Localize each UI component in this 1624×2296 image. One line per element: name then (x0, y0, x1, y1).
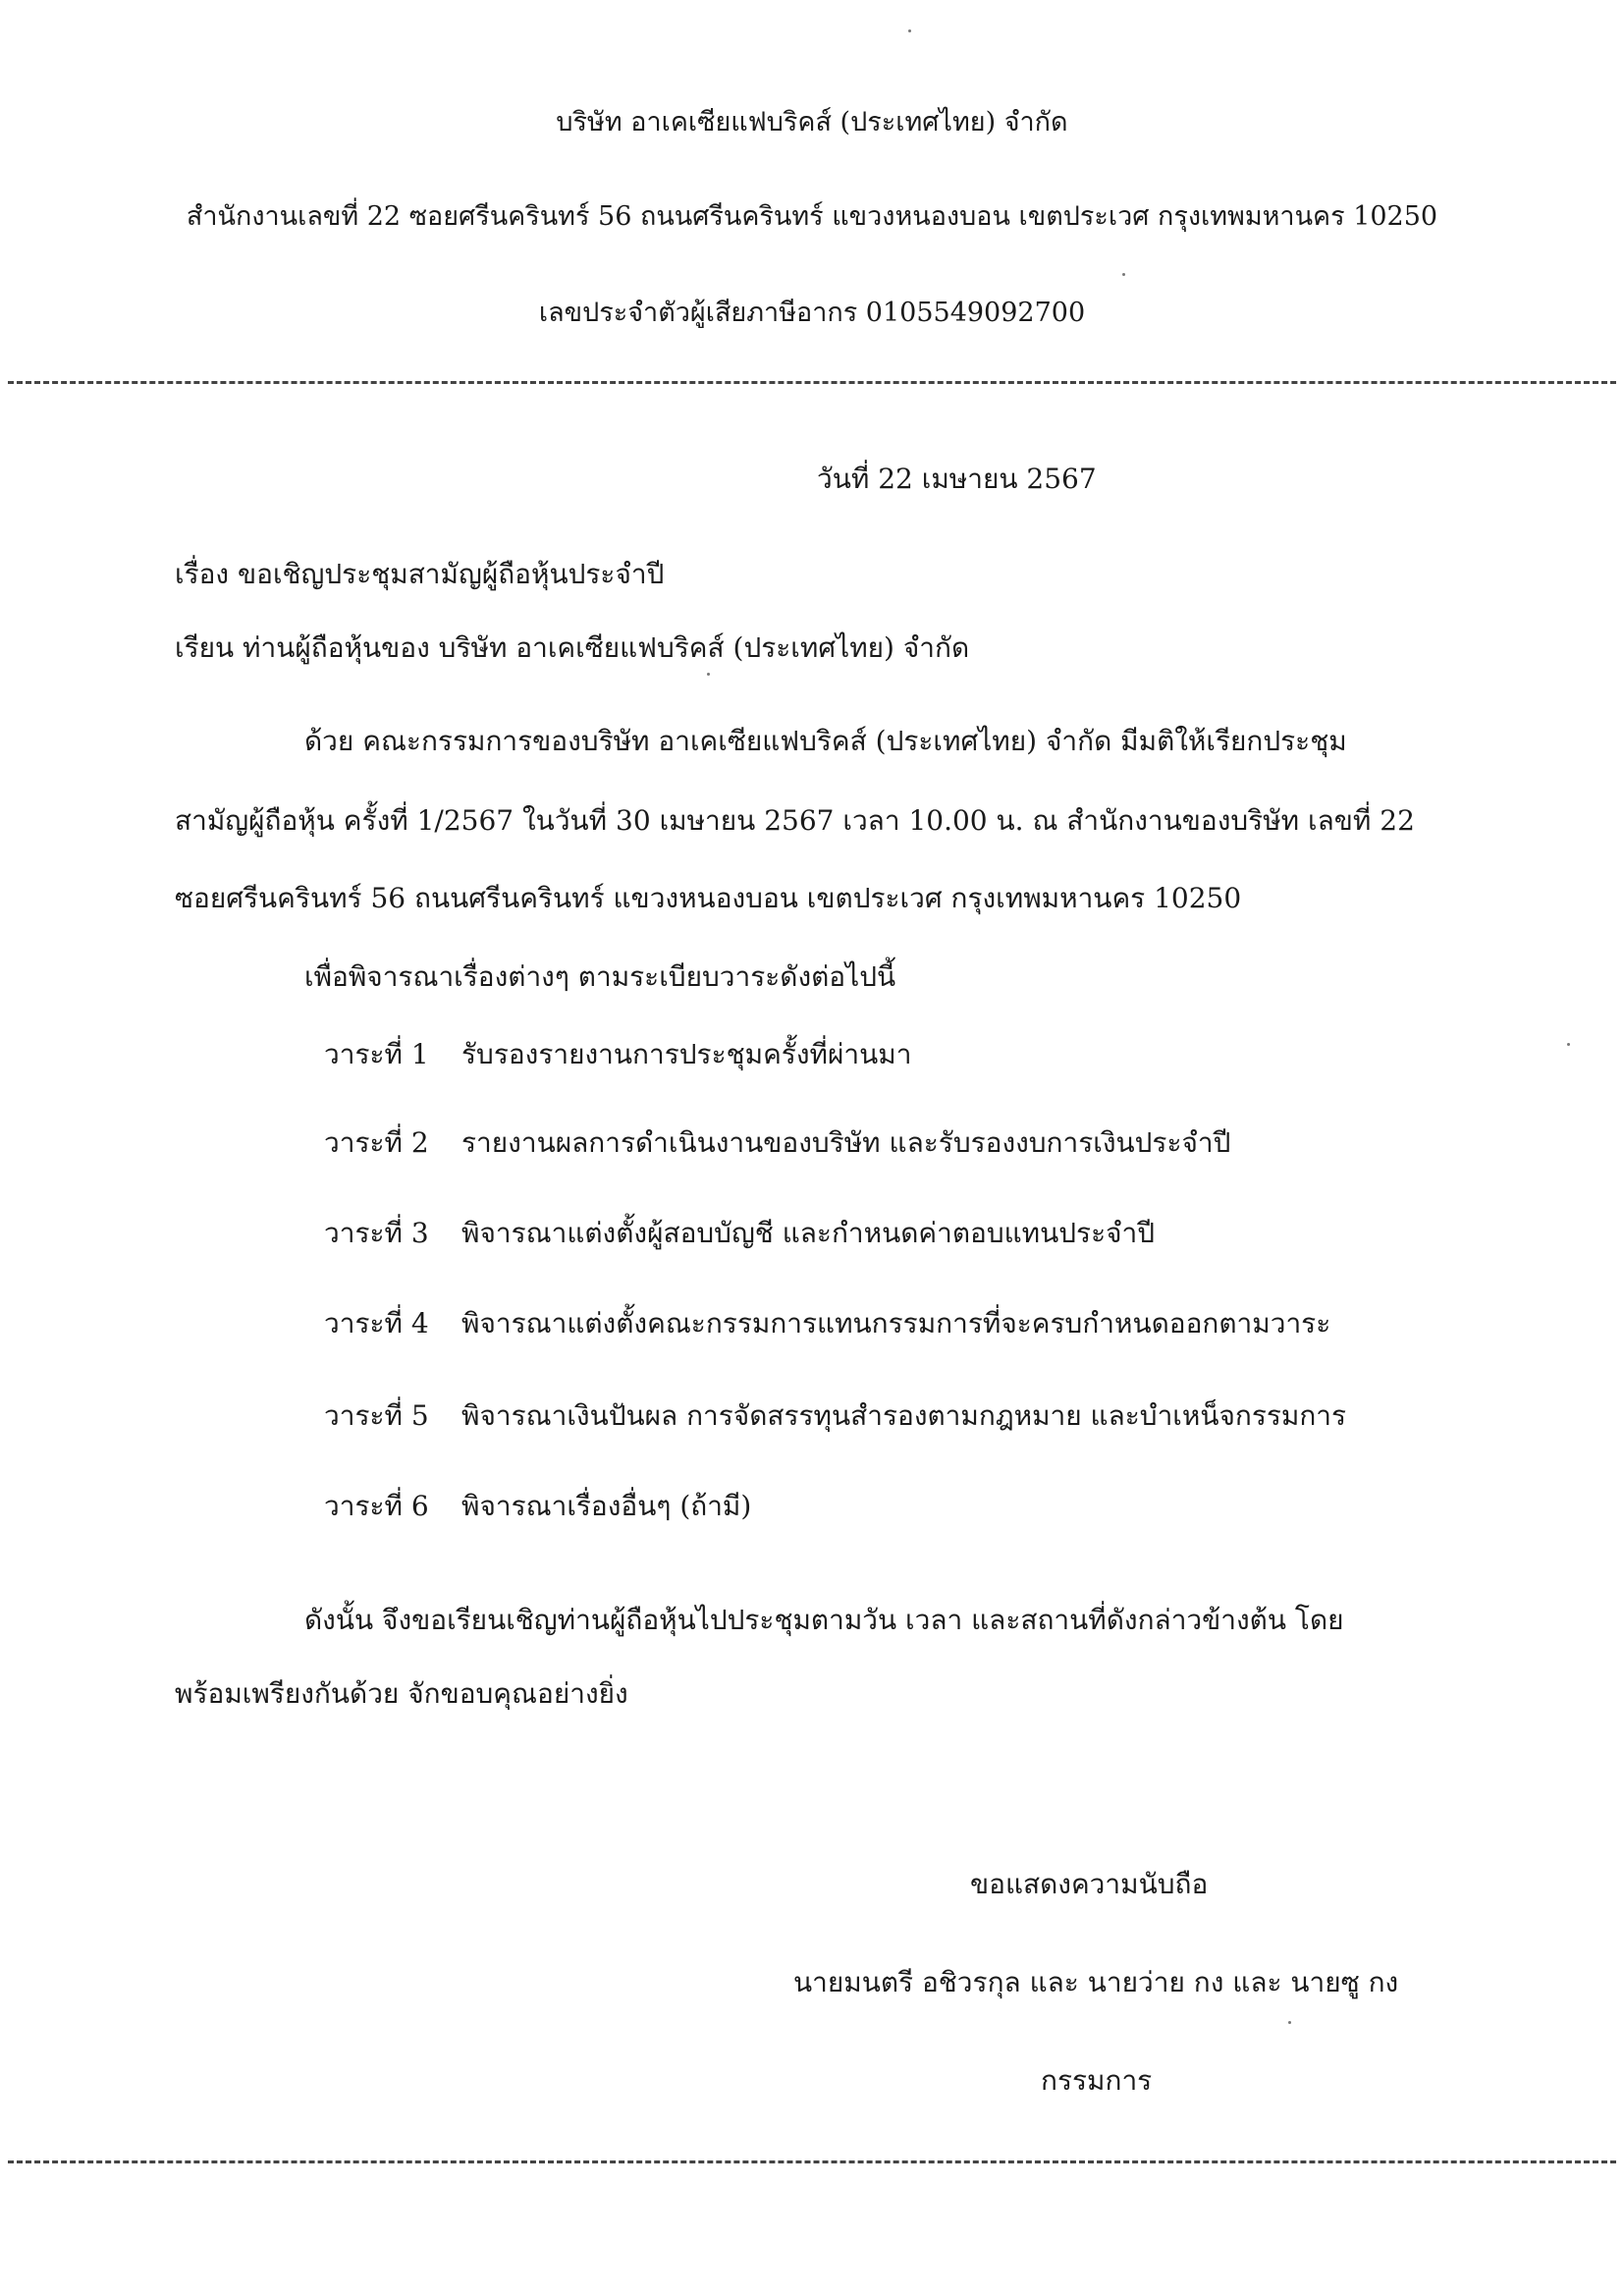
scan-speck (1288, 2021, 1291, 2024)
company-address: สำนักงานเลขที่ 22 ซอยศรีนครินทร์ 56 ถนนศรีนครินทร์ แขวงหนองบอน เขตประเวศ กรุงเทพมหานคร 10250 (186, 201, 1438, 232)
agenda-number: วาระที่ 6 (324, 1490, 429, 1522)
closing-line-1: ดังนั้น จึงขอเรียนเชิญท่านผู้ถือหุ้นไปประชุมตามวัน เวลา และสถานที่ดังกล่าวข้างต้น โดย (304, 1604, 1344, 1636)
regards: ขอแสดงความนับถือ (970, 1868, 1209, 1900)
bottom-divider (8, 2160, 1616, 2163)
letter-recipient: เรียน ท่านผู้ถือหุ้นของ บริษัท อาเคเซียแฟบริคส์ (ประเทศไทย) จำกัด (175, 631, 970, 664)
scan-speck (1567, 1043, 1570, 1046)
agenda-item (0, 1121, 1624, 1159)
letter-subject: เรื่อง ขอเชิญประชุมสามัญผู้ถือหุ้นประจำปี (175, 558, 665, 590)
scan-speck (908, 29, 911, 32)
agenda-item (0, 1212, 1624, 1249)
agenda-item (0, 1394, 1624, 1432)
agenda-text: รายงานผลการดำเนินงานของบริษัท และรับรองงบการเงินประจำปี (461, 1126, 1231, 1159)
closing-line-2: พร้อมเพรียงกันด้วย จักขอบคุณอย่างยิ่ง (175, 1677, 628, 1710)
top-divider (8, 381, 1616, 384)
signatory-title: กรรมการ (1041, 2064, 1153, 2097)
company-name: บริษัท อาเคเซียแฟบริคส์ (ประเทศไทย) จำกัด (556, 107, 1068, 137)
body-line-3: ซอยศรีนครินทร์ 56 ถนนศรีนครินทร์ แขวงหนองบอน เขตประเวศ กรุงเทพมหานคร 10250 (175, 882, 1242, 914)
agenda-item (0, 1485, 1624, 1522)
scan-speck (707, 673, 710, 676)
agenda-number: วาระที่ 1 (324, 1038, 429, 1070)
agenda-text: พิจารณาเรื่องอื่นๆ (ถ้ามี) (461, 1490, 752, 1522)
agenda-text: พิจารณาแต่งตั้งผู้สอบบัญชี และกำหนดค่าตอบแทนประจำปี (461, 1217, 1156, 1249)
tax-id: เลขประจำตัวผู้เสียภาษีอากร 0105549092700 (538, 298, 1086, 328)
agenda-text: พิจารณาแต่งตั้งคณะกรรมการแทนกรรมการที่จะครบกำหนดออกตามวาระ (461, 1307, 1331, 1339)
agenda-item (0, 1302, 1624, 1339)
letter-date: วันที่ 22 เมษายน 2567 (817, 463, 1097, 495)
agenda-text: รับรองรายงานการประชุมครั้งที่ผ่านมา (461, 1038, 912, 1070)
body-line-2: สามัญผู้ถือหุ้น ครั้งที่ 1/2567 ในวันที่ 30 เมษายน 2567 เวลา 10.00 น. ณ สำนักงานของบริษัท เลขที่ 22 (175, 804, 1415, 837)
agenda-text: พิจารณาเงินปันผล การจัดสรรทุนสำรองตามกฎหมาย และบำเหน็จกรรมการ (461, 1399, 1347, 1432)
agenda-number: วาระที่ 4 (324, 1307, 429, 1339)
agenda-number: วาระที่ 3 (324, 1217, 429, 1249)
agenda-number: วาระที่ 2 (324, 1126, 429, 1159)
signatory-names: นายมนตรี อชิวรกุล และ นายว่าย กง และ นายซู กง (793, 1966, 1399, 1998)
scan-speck (1122, 273, 1125, 276)
agenda-intro: เพื่อพิจารณาเรื่องต่างๆ ตามระเบียบวาระดังต่อไปนี้ (304, 960, 896, 993)
agenda-item (0, 1033, 1624, 1070)
body-line-1: ด้วย คณะกรรมการของบริษัท อาเคเซียแฟบริคส์ (ประเทศไทย) จำกัด มีมติให้เรียกประชุม (304, 725, 1347, 757)
agenda-number: วาระที่ 5 (324, 1399, 429, 1432)
